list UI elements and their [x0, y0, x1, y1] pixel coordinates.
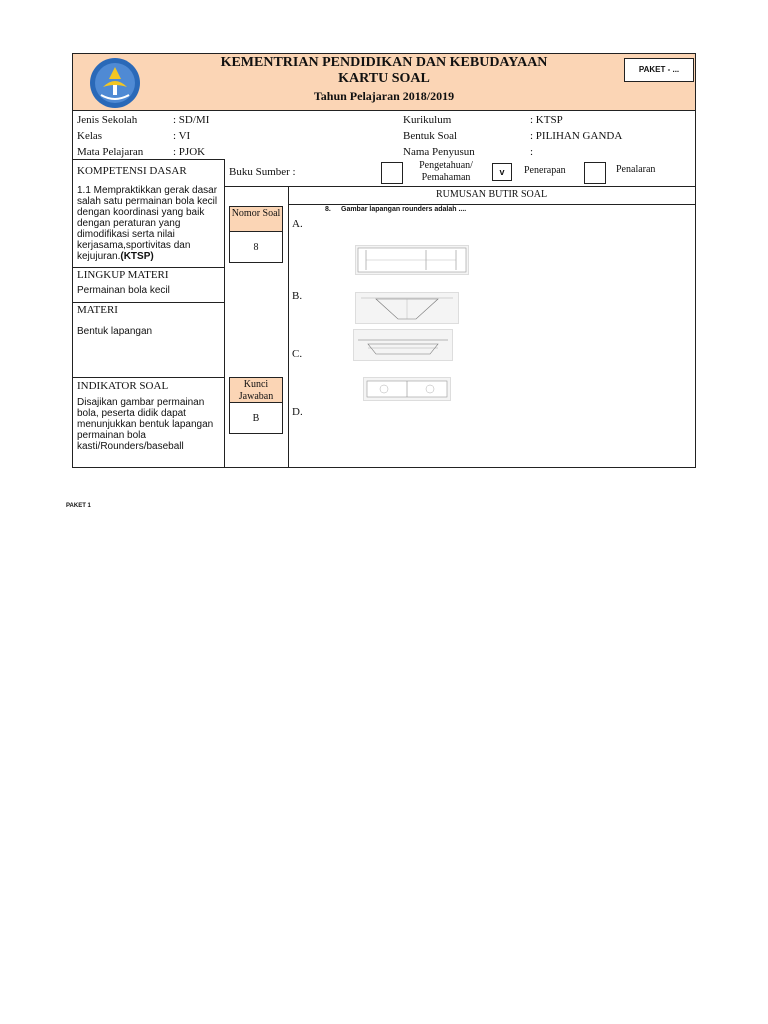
- option-d-field-image[interactable]: [363, 377, 451, 401]
- penalaran-checkbox[interactable]: [584, 162, 606, 184]
- divider: [73, 377, 224, 378]
- kd-text: [77, 185, 223, 262]
- kd-heading: KOMPETENSI DASAR: [77, 165, 187, 177]
- divider: [288, 186, 289, 468]
- buku-sumber-label: Buku Sumber :: [229, 166, 296, 178]
- penyusun-value: :: [530, 146, 534, 158]
- pengetahuan-label: Pengetahuan/ Pemahaman: [419, 160, 473, 183]
- footer-paket-label: PAKET 1: [66, 503, 91, 509]
- materi-text: Bentuk lapangan: [77, 326, 153, 337]
- option-d-label[interactable]: D.: [292, 406, 303, 418]
- kurikulum-value: : KTSP: [530, 114, 563, 126]
- kelas-value: : VI: [173, 130, 191, 142]
- bentuk-soal-label: Bentuk Soal: [403, 130, 458, 142]
- nomor-soal-value: 8: [229, 231, 283, 263]
- divider: [73, 159, 224, 160]
- mapel-label: Mata Pelajaran: [77, 146, 144, 158]
- kelas-label: Kelas: [77, 130, 103, 142]
- kartu-soal-card: [72, 53, 696, 468]
- option-b-field-image[interactable]: [355, 292, 459, 324]
- question-number: 8.: [325, 206, 331, 213]
- card-header: [73, 54, 695, 111]
- penalaran-label: Penalaran: [616, 164, 656, 175]
- school-year: Tahun Pelajaran 2018/2019: [313, 89, 455, 103]
- indikator-text: Disajikan gambar permainan bola, peserta didik dapat menunjukkan bentuk lapangan permainan bola kasti/Rounders/baseball: [77, 397, 214, 452]
- option-a-field-image[interactable]: [355, 245, 469, 275]
- option-c-label[interactable]: C.: [292, 348, 303, 360]
- mapel-value: : PJOK: [173, 146, 206, 158]
- kd-ktsp-tag: (KTSP): [120, 251, 154, 262]
- materi-heading: MATERI: [77, 304, 118, 316]
- divider: [288, 204, 695, 205]
- kd-body: 1.1 Mempraktikkan gerak dasar salah satu permainan bola kecil dengan koordinasi yang baik dengan peraturan yang dimodifikasi serta nilai kerjasama,sportivitas dan kejujuran.: [77, 185, 218, 262]
- card-title: KARTU SOAL: [338, 71, 430, 86]
- lingkup-heading: LINGKUP MATERI: [77, 269, 169, 281]
- kurikulum-label: Kurikulum: [403, 114, 452, 126]
- penyusun-label: Nama Penyusun: [403, 146, 475, 158]
- option-a-label[interactable]: A.: [292, 218, 303, 230]
- paket-label-box: PAKET - ...: [624, 58, 694, 82]
- kunci-jawaban-label: Kunci Jawaban: [229, 377, 283, 403]
- divider: [224, 159, 225, 468]
- jenis-sekolah-value: : SD/MI: [173, 114, 210, 126]
- option-c-field-image[interactable]: [353, 329, 453, 361]
- bentuk-soal-value: : PILIHAN GANDA: [530, 130, 623, 142]
- divider: [73, 302, 224, 303]
- question-text: Gambar lapangan rounders adalah ....: [341, 206, 467, 213]
- rumusan-heading: RUMUSAN BUTIR SOAL: [435, 189, 548, 200]
- divider: [224, 186, 695, 187]
- penerapan-checkbox[interactable]: v: [492, 163, 512, 181]
- jenis-sekolah-label: Jenis Sekolah: [77, 114, 138, 126]
- penerapan-label: Penerapan: [524, 165, 566, 176]
- option-b-label[interactable]: B.: [292, 290, 303, 302]
- lingkup-text: Permainan bola kecil: [77, 285, 170, 296]
- ministry-title: KEMENTRIAN PENDIDIKAN DAN KEBUDAYAAN: [220, 55, 548, 70]
- indikator-heading: INDIKATOR SOAL: [77, 380, 169, 392]
- nomor-soal-label: Nomor Soal: [229, 206, 283, 232]
- pengetahuan-checkbox[interactable]: [381, 162, 403, 184]
- divider: [73, 267, 224, 268]
- kunci-jawaban-value: B: [229, 402, 283, 434]
